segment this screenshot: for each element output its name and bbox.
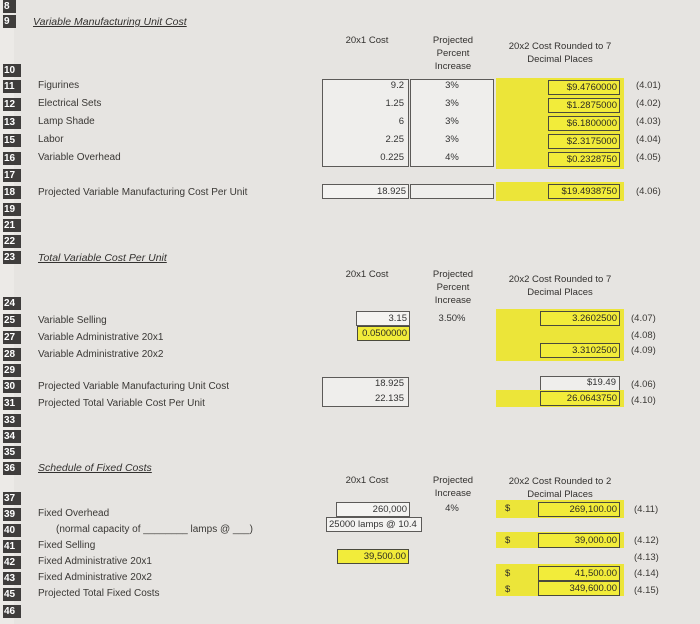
- row-number[interactable]: 19: [3, 203, 21, 216]
- column-header-projected-percent: Projected Percent Increase: [432, 35, 474, 72]
- rounded-value-cell[interactable]: 41,500.00: [538, 566, 620, 581]
- rounded-value-cell[interactable]: 3.2602500: [540, 311, 620, 326]
- dollar-sign: $: [505, 584, 511, 595]
- row-label: Fixed Overhead: [38, 508, 110, 519]
- section-title-total-variable: Total Variable Cost Per Unit: [38, 252, 167, 264]
- percent-cell[interactable]: 3%: [445, 116, 459, 127]
- row-number[interactable]: 21: [3, 219, 21, 232]
- percent-cell[interactable]: 3%: [445, 80, 459, 91]
- reference-label: (4.09): [631, 345, 656, 356]
- row-number[interactable]: 25: [3, 314, 21, 327]
- reference-label: (4.07): [631, 313, 656, 324]
- section-title-variable-manufacturing: Variable Manufacturing Unit Cost: [33, 16, 187, 28]
- row-number[interactable]: 28: [3, 348, 21, 361]
- column-header-rounded: 20x2 Cost Rounded to 7 Decimal Places: [508, 41, 612, 65]
- row-number[interactable]: 29: [3, 364, 21, 377]
- row-number[interactable]: 30: [3, 380, 21, 393]
- overhead-cost-cell[interactable]: 260,000: [336, 502, 410, 517]
- admin-cost-cell[interactable]: 0.0500000: [357, 326, 410, 341]
- selling-cost-cell[interactable]: 3.15: [356, 311, 410, 326]
- cost-cell[interactable]: 18.925: [374, 378, 404, 389]
- row-number[interactable]: 42: [3, 556, 21, 569]
- cost-cell[interactable]: 2.25: [385, 134, 404, 145]
- reference-label: (4.05): [636, 152, 661, 163]
- reference-label: (4.03): [636, 116, 661, 127]
- row-number[interactable]: 12: [3, 98, 21, 111]
- row-number[interactable]: 13: [3, 116, 21, 129]
- row-label: Variable Administrative 20x1: [38, 332, 164, 343]
- row-number[interactable]: 27: [3, 331, 21, 344]
- row-number[interactable]: 41: [3, 540, 21, 553]
- reference-label: (4.15): [634, 585, 659, 596]
- rounded-value-cell[interactable]: $1.2875000: [548, 98, 620, 113]
- row-label: Electrical Sets: [38, 98, 102, 109]
- reference-label: (4.13): [634, 552, 659, 563]
- percent-cell[interactable]: 3.50%: [438, 313, 466, 324]
- row-label: Fixed Administrative 20x1: [38, 556, 152, 567]
- cost-cell[interactable]: 0.225: [380, 152, 404, 163]
- percent-cell[interactable]: 3%: [445, 98, 459, 109]
- reference-label: (4.12): [634, 535, 659, 546]
- row-number[interactable]: 10: [3, 64, 21, 77]
- section-title-fixed-costs: Schedule of Fixed Costs: [38, 462, 152, 474]
- row-label: Fixed Selling: [38, 540, 96, 551]
- row-number[interactable]: 34: [3, 430, 21, 443]
- rounded-value-cell[interactable]: $0.2328750: [548, 152, 620, 167]
- row-number[interactable]: 46: [3, 605, 21, 618]
- row-number[interactable]: 45: [3, 588, 21, 601]
- row-number[interactable]: 15: [3, 134, 21, 147]
- row-label: Variable Selling: [38, 315, 107, 326]
- rounded-value-cell[interactable]: 3.3102500: [540, 343, 620, 358]
- percent-cell[interactable]: 3%: [445, 134, 459, 145]
- row-number[interactable]: 22: [3, 235, 21, 248]
- cost-cell[interactable]: 22.135: [374, 393, 404, 404]
- row-number[interactable]: 40: [3, 524, 21, 537]
- reference-label: (4.06): [636, 186, 661, 197]
- percent-cell[interactable]: 4%: [445, 503, 459, 514]
- empty-cell[interactable]: [410, 184, 494, 199]
- admin-cost-cell[interactable]: 39,500.00: [337, 549, 409, 564]
- row-label: Variable Administrative 20x2: [38, 349, 164, 360]
- total-rounded-cell[interactable]: 349,600.00: [538, 581, 620, 596]
- row-label: Variable Overhead: [38, 152, 121, 163]
- row-label: Lamp Shade: [38, 116, 95, 127]
- row-number[interactable]: 37: [3, 492, 21, 505]
- reference-label: (4.10): [631, 395, 656, 406]
- reference-label: (4.11): [634, 504, 659, 515]
- row-number[interactable]: 33: [3, 414, 21, 427]
- column-header-20x1-cost: 20x1 Cost: [345, 475, 389, 486]
- total-rounded-cell[interactable]: 26.0643750: [540, 391, 620, 406]
- rounded-value-cell[interactable]: 39,000.00: [538, 533, 620, 548]
- row-number[interactable]: 9: [3, 15, 16, 28]
- row-number[interactable]: 17: [3, 169, 21, 182]
- rounded-value-cell[interactable]: $9.4760000: [548, 80, 620, 95]
- column-header-rounded: 20x2 Cost Rounded to 7 Decimal Places: [508, 274, 612, 298]
- row-label: Fixed Administrative 20x2: [38, 572, 152, 583]
- row-number[interactable]: 43: [3, 572, 21, 585]
- row-number[interactable]: 8: [3, 0, 16, 13]
- row-label: Projected Total Variable Cost Per Unit: [38, 398, 205, 409]
- row-label: Projected Variable Manufacturing Cost Per Unit: [38, 187, 248, 198]
- dollar-sign: $: [505, 503, 511, 514]
- row-number[interactable]: 35: [3, 446, 21, 459]
- column-header-rounded: 20x2 Cost Rounded to 2 Decimal Places: [508, 476, 612, 500]
- row-number[interactable]: 18: [3, 186, 21, 199]
- rounded-value-cell[interactable]: $2.3175000: [548, 134, 620, 149]
- percent-cell[interactable]: 4%: [445, 152, 459, 163]
- dollar-sign: $: [505, 535, 511, 546]
- rounded-value-cell[interactable]: 269,100.00: [538, 502, 620, 517]
- reference-label: (4.02): [636, 98, 661, 109]
- dollar-sign: $: [505, 568, 511, 579]
- row-number[interactable]: 11: [3, 80, 21, 93]
- row-number[interactable]: 36: [3, 462, 21, 475]
- row-number[interactable]: 16: [3, 152, 21, 165]
- capacity-note-cell[interactable]: 25000 lamps @ 10.4: [326, 517, 422, 532]
- cost-cell[interactable]: 1.25: [385, 98, 404, 109]
- row-number[interactable]: 23: [3, 251, 21, 264]
- total-cost-cell[interactable]: 18.925: [322, 184, 409, 199]
- column-header-20x1-cost: 20x1 Cost: [345, 35, 389, 46]
- mfg-rounded-text: $19.49: [586, 377, 616, 388]
- rounded-value-cell[interactable]: $6.1800000: [548, 116, 620, 131]
- cost-cell[interactable]: 9.2: [390, 80, 404, 91]
- column-header-projected-percent: Projected Percent Increase: [432, 269, 474, 306]
- reference-label: (4.01): [636, 80, 661, 91]
- column-header-projected-increase: Projected Increase: [432, 475, 474, 499]
- row-number[interactable]: 24: [3, 297, 21, 310]
- reference-label: (4.14): [634, 568, 659, 579]
- cost-cell[interactable]: 6: [398, 116, 404, 127]
- row-label: Projected Total Fixed Costs: [38, 588, 160, 599]
- row-label: (normal capacity of ________ lamps @ ___): [56, 524, 253, 535]
- row-number[interactable]: 31: [3, 397, 21, 410]
- row-number[interactable]: 39: [3, 508, 21, 521]
- row-label: Figurines: [38, 80, 80, 91]
- row-label: Projected Variable Manufacturing Unit Cost: [38, 381, 230, 392]
- reference-label: (4.08): [631, 330, 656, 341]
- reference-label: (4.06): [631, 379, 656, 390]
- column-header-20x1-cost: 20x1 Cost: [345, 269, 389, 280]
- reference-label: (4.04): [636, 134, 661, 145]
- total-rounded-cell[interactable]: $19.4938750: [548, 184, 620, 199]
- row-label: Labor: [38, 134, 64, 145]
